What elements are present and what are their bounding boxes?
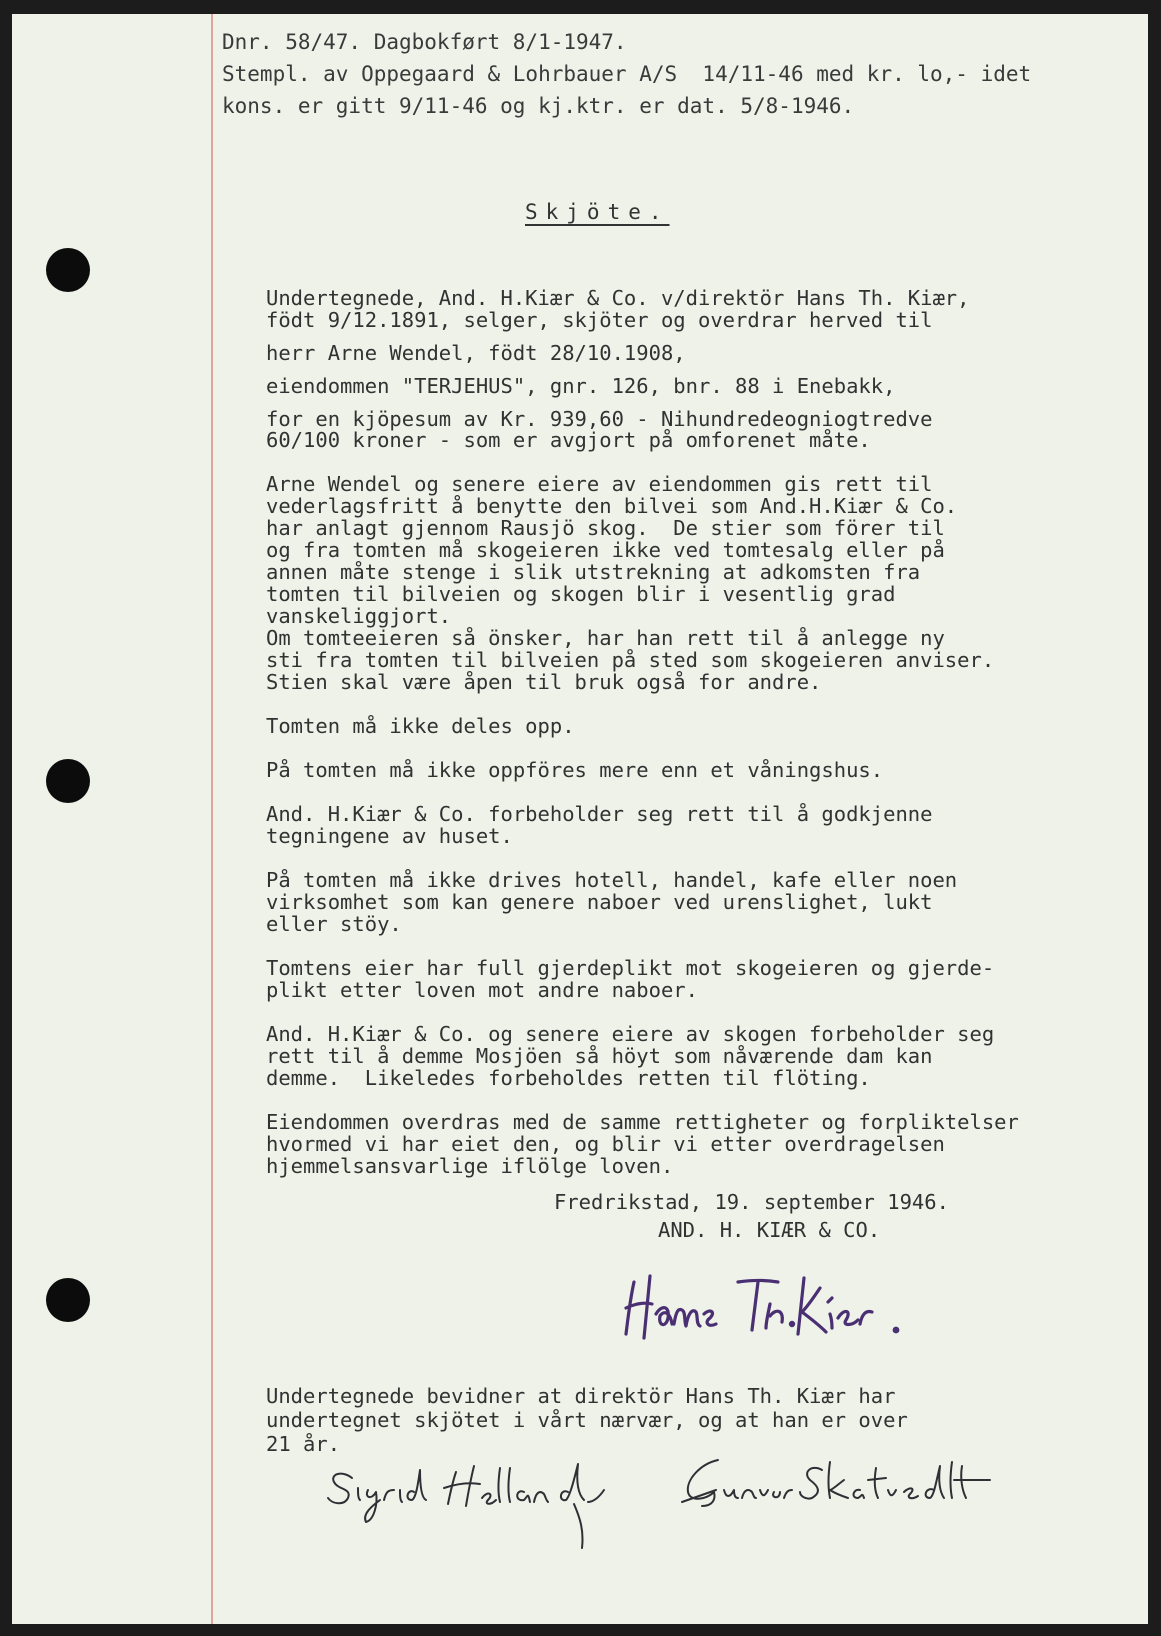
company-name: AND. H. KIÆR & CO.: [658, 1218, 881, 1242]
body-line: And. H.Kiær & Co. forbeholder seg rett til å godkjenne: [266, 802, 933, 826]
body-line: for en kjöpesum av Kr. 939,60 - Nihundredeogniogtredve: [266, 407, 933, 431]
body-line: hvormed vi har eiet den, og blir vi etter overdragelsen: [266, 1132, 945, 1156]
signature-witness-1: [312, 1444, 612, 1554]
document-page: [12, 14, 1148, 1624]
body-line: Eiendommen overdras med de samme rettigheter og forpliktelser: [266, 1110, 1019, 1134]
body-line: annen måte stenge i slik utstrekning at adkomsten fra: [266, 560, 921, 584]
place-date: Fredrikstad, 19. september 1946.: [554, 1190, 949, 1214]
body-line: vederlagsfritt å benytte den bilvei som And.H.Kiær & Co.: [266, 494, 958, 518]
body-line: födt 9/12.1891, selger, skjöter og overdrar herved til: [266, 308, 933, 332]
punch-hole: [46, 1278, 90, 1322]
body-line: 60/100 kroner - som er avgjort på omforenet måte.: [266, 428, 871, 452]
body-line: sti fra tomten til bilveien på sted som skogeieren anviser.: [266, 648, 995, 672]
header-line: Stempl. av Oppegaard & Lohrbauer A/S 14/11-46 med kr. lo,- idet: [222, 62, 1032, 86]
punch-hole: [46, 248, 90, 292]
body-line: og fra tomten må skogeieren ikke ved tomtesalg eller på: [266, 538, 945, 562]
margin-rule: [211, 14, 213, 1624]
witness-line: Undertegnede bevidner at direktör Hans Th. Kiær har: [266, 1384, 896, 1408]
witness-line: 21 år.: [266, 1432, 341, 1456]
body-line: Stien skal være åpen til bruk også for andre.: [266, 670, 822, 694]
signature-witness-2: [672, 1450, 1002, 1520]
body-line: eiendommen "TERJEHUS", gnr. 126, bnr. 88 i Enebakk,: [266, 374, 896, 398]
body-line: herr Arne Wendel, födt 28/10.1908,: [266, 341, 686, 365]
body-line: And. H.Kiær & Co. og senere eiere av skogen forbeholder seg: [266, 1022, 995, 1046]
body-line: virksomhet som kan genere naboer ved urenslighet, lukt: [266, 890, 933, 914]
body-line: har anlagt gjennom Rausjö skog. De stier som förer til: [266, 516, 945, 540]
body-line: Tomtens eier har full gjerdeplikt mot skogeieren og gjerde-: [266, 956, 995, 980]
header-line: kons. er gitt 9/11-46 og kj.ktr. er dat. 5/8-1946.: [222, 94, 855, 118]
document-title: Skjöte.: [525, 200, 670, 224]
body-line: Tomten må ikke deles opp.: [266, 714, 575, 738]
signature-hans-th-kiaer: [620, 1264, 920, 1344]
body-line: plikt etter loven mot andre naboer.: [266, 978, 698, 1002]
body-line: demme. Likeledes forbeholdes retten til flöting.: [266, 1066, 871, 1090]
body-line: På tomten må ikke drives hotell, handel, kafe eller noen: [266, 868, 958, 892]
body-line: tegningene av huset.: [266, 824, 513, 848]
body-line: Arne Wendel og senere eiere av eiendommen gis rett til: [266, 472, 933, 496]
body-line: eller stöy.: [266, 912, 402, 936]
body-line: rett til å demme Mosjöen så höyt som nåværende dam kan: [266, 1044, 933, 1068]
body-line: vanskeliggjort.: [266, 604, 452, 628]
punch-hole: [46, 759, 90, 803]
body-line: hjemmelsansvarlige iflölge loven.: [266, 1154, 674, 1178]
witness-line: undertegnet skjötet i vårt nærvær, og at han er over: [266, 1408, 908, 1432]
body-line: Undertegnede, And. H.Kiær & Co. v/direktör Hans Th. Kiær,: [266, 286, 970, 310]
body-line: På tomten må ikke oppföres mere enn et våningshus.: [266, 758, 884, 782]
body-line: Om tomteeieren så önsker, har han rett til å anlegge ny: [266, 626, 945, 650]
body-line: tomten til bilveien og skogen blir i vesentlig grad: [266, 582, 896, 606]
header-line: Dnr. 58/47. Dagbokført 8/1-1947.: [222, 30, 627, 54]
